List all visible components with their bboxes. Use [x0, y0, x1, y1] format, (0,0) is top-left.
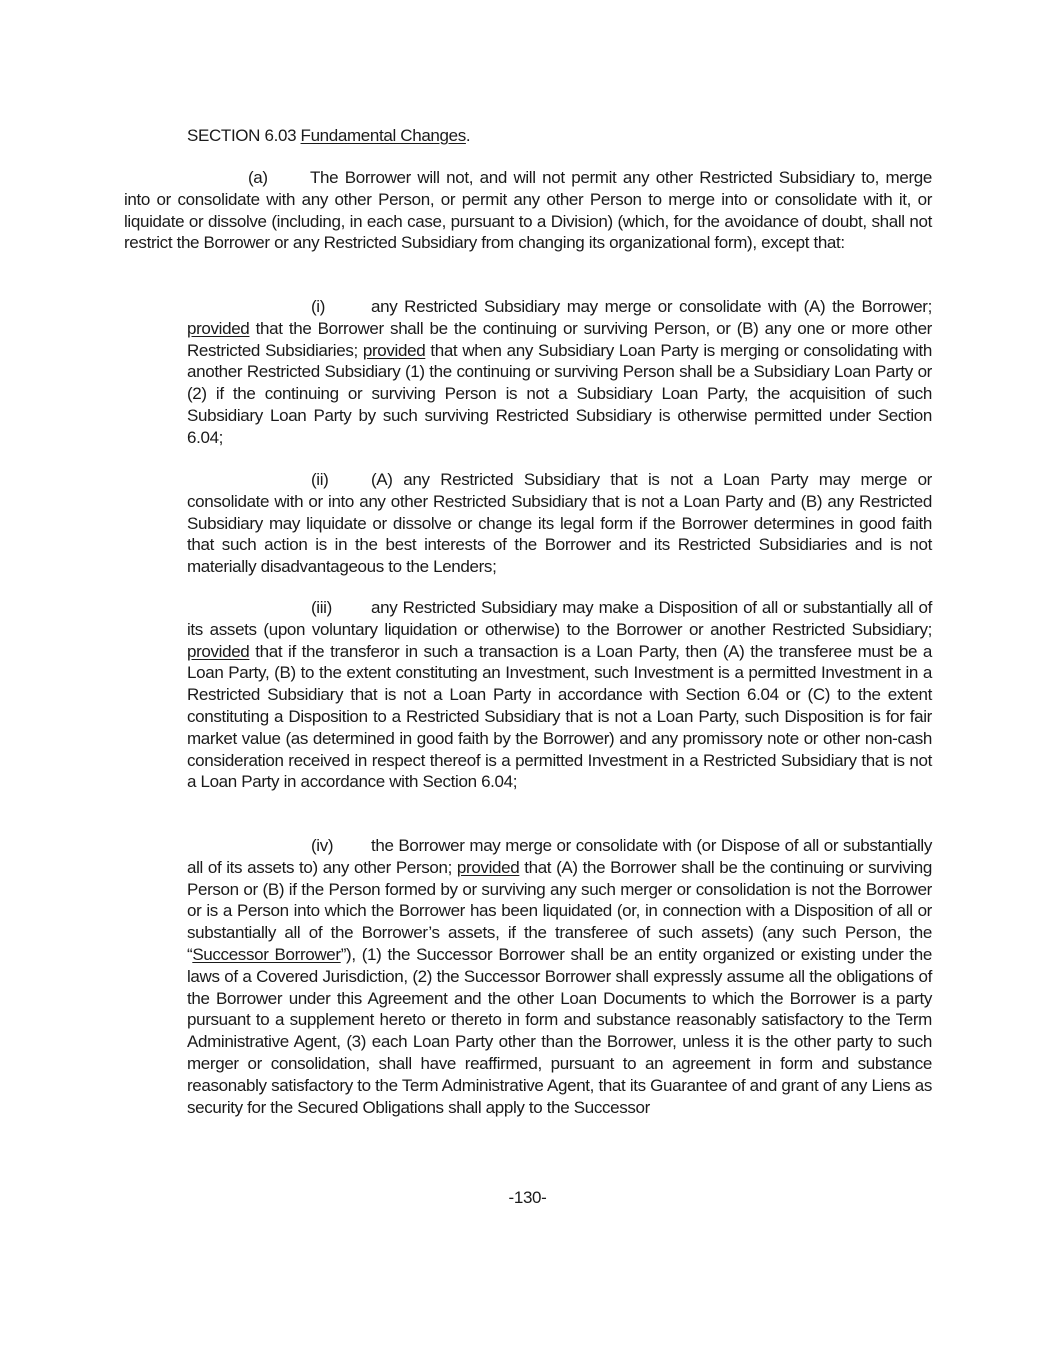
clause-iii-text-1: any Restricted Subsidiary may make a Disposition of all or substantially all of its assets (upon voluntary liquidation or otherwise) to the Borrower or another Restricted Subsidiary; — [187, 598, 932, 639]
clause-i-label: (i) — [311, 297, 326, 316]
section-title: Fundamental Changes — [300, 126, 466, 145]
clause-ii — [187, 469, 932, 578]
paragraph-a-text: The Borrower will not, and will not permit any other Restricted Subsidiary to, merge into or consolidate with any other Person, or permit any other Person to merge into or consolidate with it, or liquidate or dissolve (including, in each case, pursuant to a Division) (which, for the avoidance of doubt, shall not restrict the Borrower or any Restricted Subsidiary from changing its organizational form), except that: — [124, 168, 932, 253]
clause-i — [187, 296, 932, 449]
paragraph-a — [124, 167, 932, 254]
paragraph-a-label: (a) — [248, 168, 268, 187]
clause-iv-text-2: that (A) the Borrower shall be the continuing or surviving Person or (B) if the Person formed by or surviving any such merger or consolidation is not the Borrower or is a Person into which the Borrower has been liquidated (or, in connection with a Disposition of all or substantially all of the Borrower’s assets, if the transferee of such assets) (any such Person, the “ — [187, 857, 932, 964]
clause-i-provided-2: provided — [362, 340, 426, 360]
section-title-period: . — [465, 126, 471, 145]
clause-iv-text-1: the Borrower may merge or consolidate with (or Dispose of all or substantially all of its assets to) any other Person; — [187, 836, 932, 877]
page-number: -130- — [508, 1188, 547, 1207]
clause-i-text-3: that when any Subsidiary Loan Party is merging or consolidating with another Restricted Subsidiary (1) the continuing or surviving Person shall be a Subsidiary Loan Party or (2) if the continuing or surviving Person is not a Subsidiary Loan Party, the acquisition of such Subsidiary Loan Party by such surviving Restricted Subsidiary is otherwise permitted under Section 6.04; — [187, 340, 932, 447]
section-number: SECTION 6.03 — [187, 126, 301, 145]
clause-iv-provided: provided — [456, 857, 520, 877]
clause-iv-successor-borrower-term: Successor Borrower — [192, 944, 341, 964]
clause-i-text-2: that the Borrower shall be the continuing or surviving Person, or (B) any one or more other Restricted Subsidiaries; — [187, 318, 932, 360]
section-heading — [187, 125, 470, 147]
clause-iii — [187, 597, 932, 793]
clause-iv-text-3: ”), (1) the Successor Borrower shall be an entity organized or existing under the laws of a Covered Jurisdiction, (2) the Successor Borrower shall expressly assume all the obligations of the Borrower under this Agreement and the other Loan Documents to which the Borrower is a party pursuant to a supplement hereto or thereto in form and substance reasonably satisfactory to the Term Administrative Agent, (3) each Loan Party other than the Borrower, unless it is the other party to such merger or consolidation, shall have reaffirmed, pursuant to an agreement in form and substance reasonably satisfactory to the Term Administrative Agent, that its Guarantee of and grant of any Liens as security for the Secured Obligations shall apply to the Successor — [187, 944, 933, 1117]
clause-i-text-1: any Restricted Subsidiary may merge or consolidate with (A) the Borrower; — [371, 297, 932, 316]
clause-ii-text: (A) any Restricted Subsidiary that is not a Loan Party may merge or consolidate with or into any other Restricted Subsidiary that is not a Loan Party and (B) any Restricted Subsidiary may liquidate or dissolve or change its legal form if the Borrower determines in good faith that such action is in the best interests of the Borrower and its Restricted Subsidiaries and is not materially disadvantageous to the Lenders; — [187, 470, 932, 577]
clause-iv-label: (iv) — [311, 836, 334, 855]
clause-iii-provided: provided — [187, 641, 250, 661]
clause-i-provided-1: provided — [187, 318, 250, 338]
clause-iv — [187, 835, 932, 1118]
clause-iii-label: (iii) — [311, 598, 332, 617]
clause-ii-label: (ii) — [311, 470, 329, 489]
clause-iii-text-2: that if the transferor in such a transaction is a Loan Party, then (A) the transferee must be a Loan Party, (B) to the extent constituting an Investment, such Investment is a permitted Investment in a Restricted Subsidiary that is not a Loan Party in accordance with Section 6.04 or (C) to the extent constituting a Disposition to a Restricted Subsidiary that is not a Loan Party, such Disposition is for fair market value (as determined in good faith by the Borrower) and any promissory note or other non-cash consideration received in respect thereof is a permitted Investment in a Restricted Subsidiary that is not a Loan Party in accordance with Section 6.04; — [187, 641, 932, 792]
